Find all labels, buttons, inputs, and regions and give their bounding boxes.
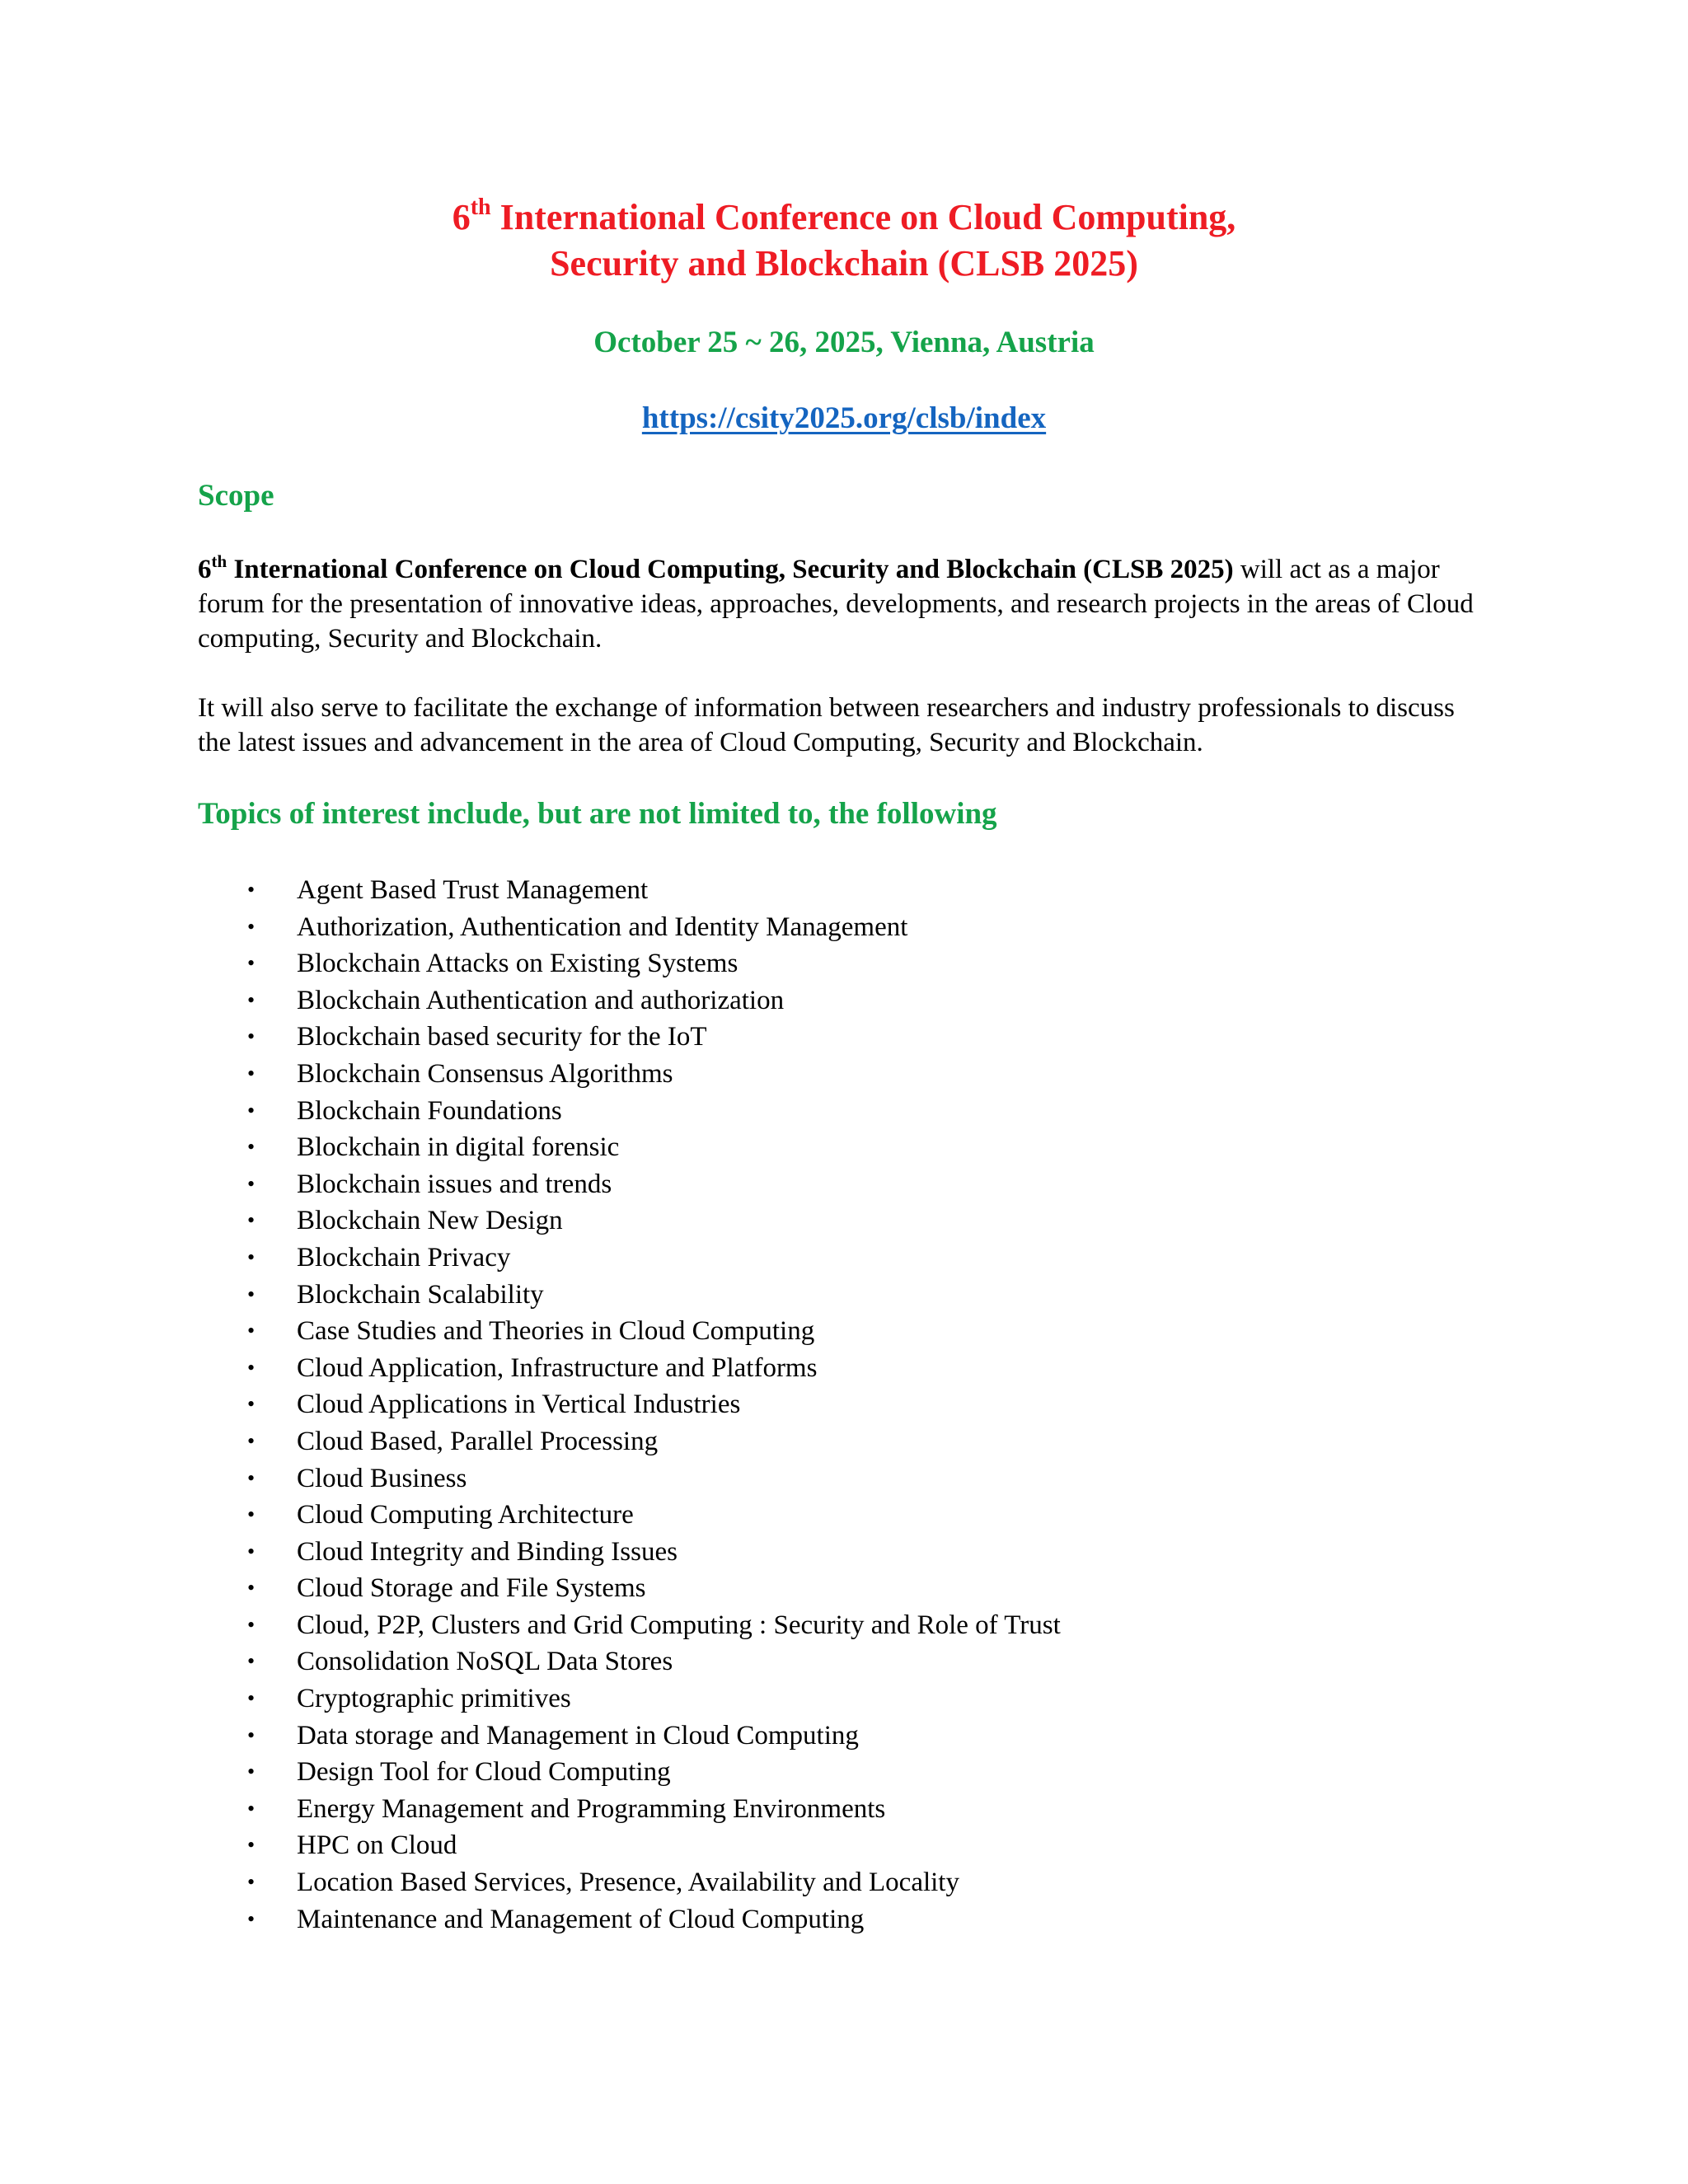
topic-label: Maintenance and Management of Cloud Computing: [297, 1904, 865, 1934]
bullet-icon: •: [247, 878, 256, 902]
title-ordinal-number: 6: [452, 197, 471, 237]
bullet-icon: •: [247, 1686, 256, 1711]
bullet-icon: •: [247, 951, 256, 976]
topic-label: Cloud, P2P, Clusters and Grid Computing : Security and Role of Trust: [297, 1610, 1061, 1640]
topic-label: Data storage and Management in Cloud Computing: [297, 1720, 859, 1750]
topic-item: [247, 1754, 1061, 1791]
topic-label: Cloud Integrity and Binding Issues: [297, 1536, 678, 1567]
date-location: October 25 ~ 26, 2025, Vienna, Austria: [593, 326, 1095, 359]
title-line-2: Security and Blockchain (CLSB 2025): [550, 243, 1138, 284]
title-line-1: [0, 194, 1688, 241]
topic-label: Cloud Application, Infrastructure and Platforms: [297, 1352, 818, 1383]
bullet-icon: •: [247, 1428, 256, 1453]
bullet-icon: •: [247, 1024, 256, 1049]
bullet-icon: •: [247, 1796, 256, 1821]
topic-item: [247, 1166, 1061, 1203]
topic-label: Cloud Computing Architecture: [297, 1500, 634, 1530]
topic-label: Blockchain Privacy: [297, 1242, 511, 1272]
topic-item: [247, 1313, 1061, 1350]
bullet-icon: •: [247, 1208, 256, 1233]
scope-ordinal-suffix: th: [211, 551, 227, 571]
topic-item: [247, 945, 1061, 982]
topics-heading: Topics of interest include, but are not limited to, the following: [198, 797, 997, 831]
topic-label: Case Studies and Theories in Cloud Computing: [297, 1316, 815, 1347]
bullet-icon: •: [247, 1282, 256, 1306]
scope-paragraph-1-text: will act as a major forum for the presentation of innovative ideas, approaches, developments, and research projects in the areas of Cloud computing, Security and Blockchain.: [198, 555, 1474, 654]
topic-item: [247, 1386, 1061, 1423]
scope-paragraph-2: It will also serve to facilitate the exchange of information between researchers and industry professionals to discuss the latest issues and advancement in the area of Cloud Computing, Security and Blockchain.: [198, 693, 1455, 757]
topic-label: Blockchain Consensus Algorithms: [297, 1058, 673, 1089]
bullet-icon: •: [247, 1722, 256, 1747]
topic-item: [247, 1423, 1061, 1460]
topic-item: [247, 1497, 1061, 1534]
bullet-icon: •: [247, 1906, 256, 1931]
topic-label: Blockchain Attacks on Existing Systems: [297, 949, 738, 979]
topic-label: Blockchain issues and trends: [297, 1169, 612, 1199]
conference-url-container: [0, 399, 1688, 438]
topic-label: Energy Management and Programming Environments: [297, 1793, 886, 1824]
scope-paragraph-1: [198, 552, 1484, 656]
topic-item: [247, 1460, 1061, 1497]
bullet-icon: •: [247, 1244, 256, 1269]
topic-label: Cloud Storage and File Systems: [297, 1573, 646, 1604]
bullet-icon: •: [247, 1392, 256, 1417]
bullet-icon: •: [247, 1355, 256, 1380]
bullet-icon: •: [247, 1833, 256, 1858]
topic-item: [247, 1129, 1061, 1166]
topic-label: Blockchain Foundations: [297, 1095, 562, 1126]
topic-label: Blockchain in digital forensic: [297, 1132, 620, 1163]
conference-url-link[interactable]: https://csity2025.org/clsb/index: [641, 401, 1047, 435]
topic-label: Blockchain based security for the IoT: [297, 1022, 707, 1052]
topic-label: Cloud Applications in Vertical Industries: [297, 1390, 741, 1420]
topic-item: [247, 1901, 1061, 1938]
bullet-icon: •: [247, 1502, 256, 1527]
bullet-icon: •: [247, 1171, 256, 1196]
topic-label: Design Tool for Cloud Computing: [297, 1757, 671, 1788]
topic-label: Blockchain Authentication and authorization: [297, 985, 785, 1015]
topic-label: Cloud Based, Parallel Processing: [297, 1426, 659, 1456]
topic-item: [247, 1093, 1061, 1130]
topic-item: [247, 872, 1061, 909]
topic-item: [247, 982, 1061, 1019]
topic-label: Location Based Services, Presence, Availability and Locality: [297, 1868, 959, 1898]
bullet-icon: •: [247, 1649, 256, 1674]
topic-label: Authorization, Authentication and Identity Management: [297, 912, 908, 942]
bullet-icon: •: [247, 1061, 256, 1085]
scope-ordinal-number: 6: [198, 555, 212, 584]
topic-item: [247, 1680, 1061, 1718]
topic-label: Cloud Business: [297, 1463, 467, 1493]
topic-item: [247, 1864, 1061, 1901]
topic-item: [247, 1202, 1061, 1240]
topic-label: Blockchain Scalability: [297, 1279, 544, 1310]
topic-item: [247, 1240, 1061, 1277]
topic-item: [247, 1350, 1061, 1387]
scope-conference-name-text: International Conference on Cloud Computing, Security and Blockchain (CLSB 2025): [227, 555, 1234, 584]
conference-title: [0, 194, 1688, 287]
bullet-icon: •: [247, 1539, 256, 1563]
scope-heading: Scope: [198, 479, 274, 513]
topic-item: [247, 1827, 1061, 1864]
topics-list: [247, 872, 1061, 1938]
bullet-icon: •: [247, 1319, 256, 1343]
bullet-icon: •: [247, 1870, 256, 1895]
title-line-1-text: International Conference on Cloud Computing,: [490, 197, 1236, 237]
topic-label: Cryptographic primitives: [297, 1684, 571, 1714]
topic-label: HPC on Cloud: [297, 1830, 457, 1861]
topic-label: Consolidation NoSQL Data Stores: [297, 1647, 673, 1677]
topic-item: [247, 1643, 1061, 1680]
topic-item: [247, 1277, 1061, 1314]
topic-item: [247, 1019, 1061, 1056]
topic-label: Blockchain New Design: [297, 1206, 563, 1236]
bullet-icon: •: [247, 1135, 256, 1160]
scope-conference-name: [198, 551, 1234, 584]
topic-label: Agent Based Trust Management: [297, 875, 649, 905]
bullet-icon: •: [247, 1612, 256, 1637]
topic-item: [247, 1791, 1061, 1828]
topic-item: [247, 909, 1061, 946]
topic-item: [247, 1570, 1061, 1607]
topic-item: [247, 1056, 1061, 1093]
title-ordinal-suffix: th: [470, 194, 491, 220]
topic-item: [247, 1718, 1061, 1755]
bullet-icon: •: [247, 1760, 256, 1784]
bullet-icon: •: [247, 914, 256, 939]
topic-item: [247, 1607, 1061, 1644]
bullet-icon: •: [247, 1465, 256, 1490]
bullet-icon: •: [247, 1098, 256, 1122]
bullet-icon: •: [247, 987, 256, 1012]
topic-item: [247, 1534, 1061, 1571]
bullet-icon: •: [247, 1576, 256, 1601]
